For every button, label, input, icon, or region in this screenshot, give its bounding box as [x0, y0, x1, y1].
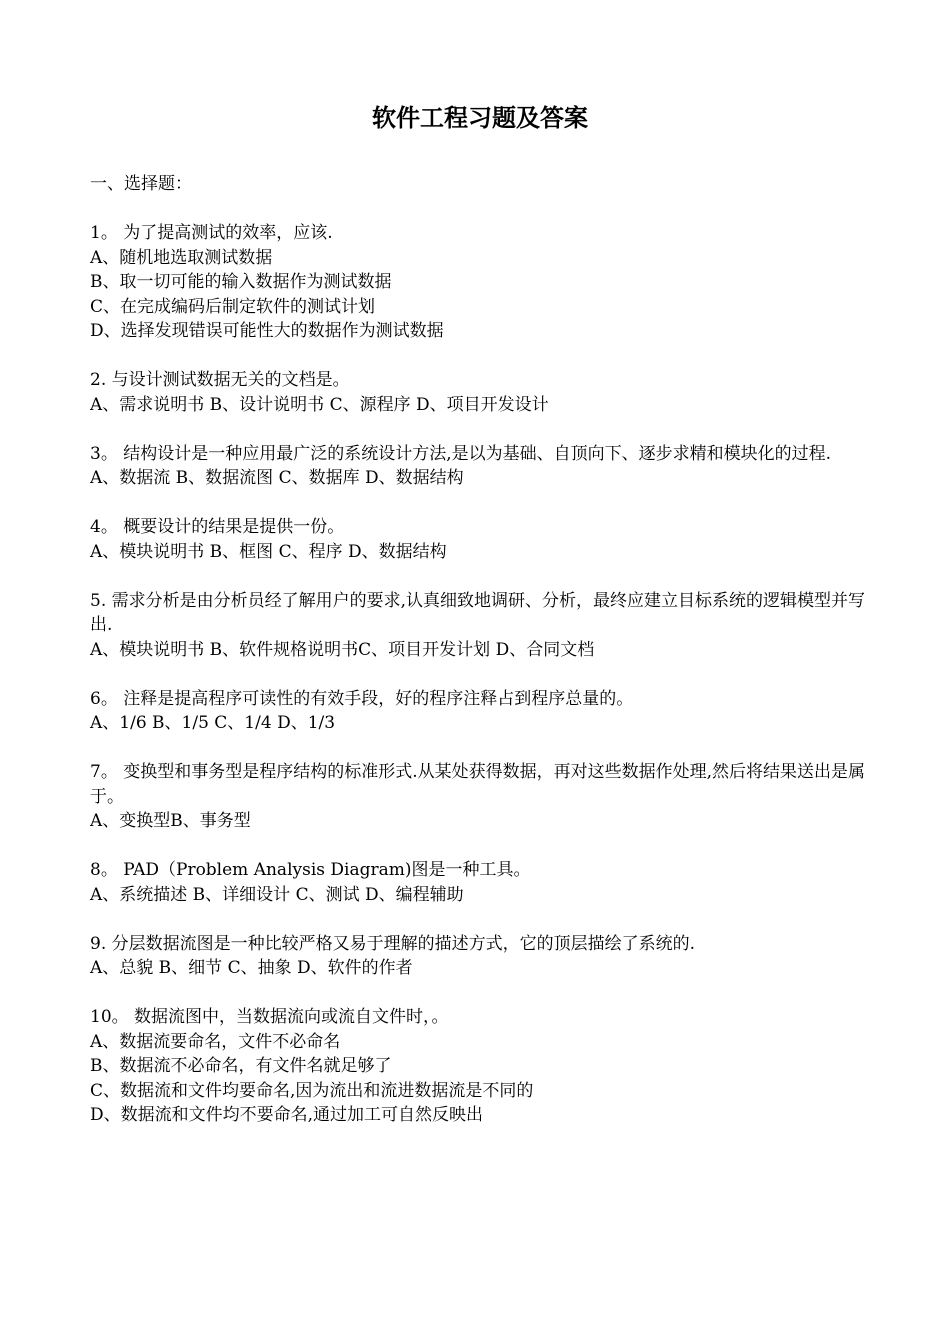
question-text: 6。 注释是提高程序可读性的有效手段，好的程序注释占到程序总量的。	[90, 688, 634, 709]
answer-option: C、数据流和文件均要命名,因为流出和流进数据流是不同的	[90, 1080, 534, 1101]
document-body	[90, 172, 870, 1128]
question-5	[90, 589, 870, 663]
question-list	[90, 221, 870, 1128]
answer-option: A、总貌 B、细节 C、抽象 D、软件的作者	[90, 958, 413, 978]
answer-option: B、取一切可能的输入数据作为测试数据	[90, 272, 392, 292]
question-text: 1。 为了提高测试的效率，应该.	[90, 223, 333, 243]
answer-option: A、数据流 B、数据流图 C、数据库 D、数据结构	[90, 468, 464, 488]
answer-option: B、数据流不必命名，有文件名就足够了	[90, 1056, 392, 1076]
question-8	[90, 858, 870, 907]
answer-option: A、模块说明书 B、软件规格说明书C、项目开发计划 D、合同文档	[90, 639, 595, 660]
question-text: 9. 分层数据流图是一种比较严格又易于理解的描述方式，它的顶层描绘了系统的.	[90, 933, 696, 954]
question-text: 4。 概要设计的结果是提供一份。	[90, 517, 345, 537]
question-10	[90, 1005, 870, 1128]
answer-option: A、需求说明书 B、设计说明书 C、源程序 D、项目开发设计	[90, 394, 549, 415]
question-7	[90, 760, 870, 834]
question-2	[90, 368, 870, 417]
answer-option: A、系统描述 B、详细设计 C、测试 D、编程辅助	[90, 884, 464, 905]
answer-option: A、变换型B、事务型	[90, 811, 251, 831]
question-6	[90, 687, 870, 736]
question-4	[90, 515, 870, 564]
question-9	[90, 932, 870, 981]
question-text: 2. 与设计测试数据无关的文档是。	[90, 370, 350, 390]
answer-option: D、数据流和文件均不要命名,通过加工可自然反映出	[90, 1105, 484, 1125]
question-text: 3。 结构设计是一种应用最广泛的系统设计方法,是以为基础、自顶向下、逐步求精和模块化的过程.	[90, 443, 832, 464]
answer-option: A、数据流要命名，文件不必命名	[90, 1031, 341, 1052]
answer-option: A、模块说明书 B、框图 C、程序 D、数据结构	[90, 541, 447, 562]
answer-option: A、随机地选取测试数据	[90, 247, 273, 268]
question-text: 8。 PAD（Problem Analysis Diagram)图是一种工具。	[90, 860, 531, 880]
answer-option: A、1/6 B、1/5 C、1/4 D、1/3	[90, 713, 336, 733]
section-heading: 一、选择题：	[90, 174, 192, 194]
question-1	[90, 221, 870, 344]
question-text: 7。 变换型和事务型是程序结构的标准形式.从某处获得数据，再对这些数据作处理,然后将结果送出是属于。	[90, 762, 866, 807]
answer-option: C、在完成编码后制定软件的测试计划	[90, 296, 376, 317]
question-3	[90, 442, 870, 491]
question-text: 5. 需求分析是由分析员经了解用户的要求,认真细致地调研、分析，最终应建立目标系统的逻辑模型并写出.	[90, 590, 866, 635]
question-text: 10。 数据流图中，当数据流向或流自文件时，。	[90, 1007, 449, 1027]
document-title: 软件工程习题及答案	[372, 104, 588, 132]
answer-option: D、选择发现错误可能性大的数据作为测试数据	[90, 321, 444, 341]
